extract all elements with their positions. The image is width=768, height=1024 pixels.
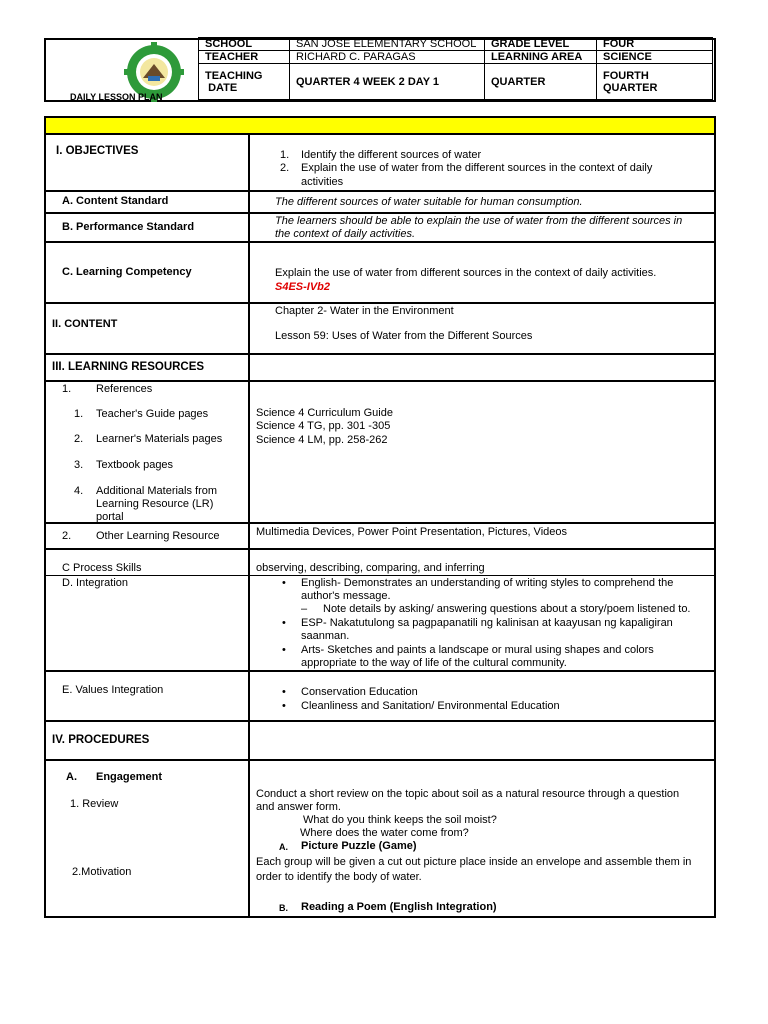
content-chapter: Chapter 2- Water in the Environment (275, 305, 454, 317)
review-question-2: Where does the water come from? (300, 827, 469, 839)
lm-number: 2. (74, 433, 84, 445)
picture-puzzle-line1: Each group will be given a cut out picture place inside an envelope and assemble them in (256, 856, 692, 868)
divider (44, 548, 716, 550)
teaching-date-key: TEACHING DATE (199, 64, 290, 100)
reference-curriculum-guide: Science 4 Curriculum Guide (256, 407, 393, 419)
learners-materials-label: Learner's Materials pages (96, 433, 223, 445)
column-divider (248, 134, 250, 918)
grade-level-value: FOUR (597, 38, 713, 51)
integration-arts-line2: appropriate to the way of life of the cultural community. (301, 657, 567, 669)
competency-code: S4ES-IVb2 (275, 281, 331, 293)
divider (44, 353, 716, 355)
content-standard-text: The different sources of water suitable for human consumption. (275, 196, 583, 208)
integration-english-dash: – (301, 603, 308, 615)
other-resource-label: Other Learning Resource (96, 530, 220, 542)
reference-lm-pages: Science 4 LM, pp. 258-262 (256, 434, 388, 446)
divider (44, 575, 716, 576)
divider (44, 241, 716, 243)
performance-standard-line2: the context of daily activities. (275, 228, 416, 240)
references-number: 1. (62, 383, 72, 395)
values-item-cleanliness: • Cleanliness and Sanitation/ Environmental Education (301, 700, 560, 712)
divider (44, 190, 716, 192)
integration-esp-line1: • ESP- Nakatutulong sa pagpapanatili ng kalinisan at kaayusan ng kapaligiran (301, 617, 673, 629)
review-text-line1: Conduct a short review on the topic about soil as a natural resource through a question (256, 788, 680, 800)
objectives-label: I. OBJECTIVES (56, 145, 139, 157)
school-value: SAN JOSE ELEMENTARY SCHOOL (290, 38, 485, 51)
header-info-table (198, 37, 713, 100)
teachers-guide-label: Teacher's Guide pages (96, 408, 209, 420)
engagement-letter: A. (66, 771, 77, 783)
integration-english-sub: Note details by asking/ answering questions about a story/poem listened to. (323, 603, 691, 615)
divider (44, 212, 716, 214)
daily-lesson-plan-caption: DAILY LESSON PLAN (70, 92, 163, 102)
teacher-key: TEACHER (199, 51, 290, 64)
learning-competency-text: Explain the use of water from different sources in the context of daily activities. (275, 267, 657, 279)
divider (44, 133, 716, 135)
tg-number: 1. (74, 408, 84, 420)
objective-2-line2: activities (301, 176, 344, 188)
performance-standard-label: B. Performance Standard (62, 221, 195, 233)
content-lesson: Lesson 59: Uses of Water from the Different Sources (275, 330, 533, 342)
divider (44, 670, 716, 672)
reference-tg-pages: Science 4 TG, pp. 301 -305 (256, 420, 391, 432)
quarter-key: QUARTER (485, 64, 597, 100)
other-resource-number: 2. (62, 530, 72, 542)
textbook-label: Textbook pages (96, 459, 174, 471)
additional-number: 4. (74, 485, 84, 497)
textbook-number: 3. (74, 459, 84, 471)
teaching-date-value: QUARTER 4 WEEK 2 DAY 1 (290, 64, 485, 100)
values-item-conservation: • Conservation Education (301, 686, 418, 698)
picture-puzzle-line2: order to identify the body of water. (256, 871, 422, 883)
content-label: II. CONTENT (52, 318, 118, 330)
review-question-1: What do you think keeps the soil moist? (303, 814, 497, 826)
process-skills-label: C Process Skills (62, 562, 142, 574)
values-integration-label: E. Values Integration (62, 684, 164, 696)
divider (44, 380, 716, 382)
additional-materials-line3: portal (96, 511, 124, 523)
objective-1: Identify the different sources of water (301, 149, 482, 161)
engagement-label: Engagement (96, 771, 163, 783)
learning-area-key: LEARNING AREA (485, 51, 597, 64)
references-label: References (96, 383, 153, 395)
poem-letter: B. (279, 903, 288, 913)
highlight-bar (46, 118, 714, 134)
learning-competency-label: C. Learning Competency (62, 266, 192, 278)
divider (44, 522, 716, 524)
content-standard-label: A. Content Standard (62, 195, 169, 207)
motivation-label: 2.Motivation (72, 866, 132, 878)
additional-materials-line1: Additional Materials from (96, 485, 218, 497)
puzzle-letter: A. (279, 842, 288, 852)
review-text-line2: and answer form. (256, 801, 341, 813)
objective-2-line1: Explain the use of water from the different sources in the context of daily (301, 162, 653, 174)
picture-puzzle-title: Picture Puzzle (Game) (301, 840, 417, 852)
grade-level-key: GRADE LEVEL (485, 38, 597, 51)
review-label: 1. Review (70, 798, 119, 810)
procedures-label: IV. PROCEDURES (52, 734, 150, 746)
divider (44, 302, 716, 304)
quarter-value: FOURTH QUARTER (597, 64, 713, 100)
learning-resources-label: III. LEARNING RESOURCES (52, 361, 205, 373)
learning-area-value: SCIENCE (597, 51, 713, 64)
integration-label: D. Integration (62, 577, 129, 589)
objective-2-number: 2. (280, 162, 290, 174)
objective-1-number: 1. (280, 149, 290, 161)
integration-esp-line2: saanman. (301, 630, 350, 642)
performance-standard-line1: The learners should be able to explain the use of water from the different sources in (275, 215, 683, 227)
divider (44, 720, 716, 722)
other-resource-text: Multimedia Devices, Power Point Presentation, Pictures, Videos (256, 526, 567, 538)
integration-english-line2: author's message. (301, 590, 391, 602)
integration-english-line1: • English- Demonstrates an understanding of writing styles to comprehend the (301, 577, 673, 589)
additional-materials-line2: Learning Resource (LR) (96, 498, 214, 510)
process-skills-text: observing, describing, comparing, and inferring (256, 562, 485, 574)
teacher-value: RICHARD C. PARAGAS (290, 51, 485, 64)
divider (44, 759, 716, 761)
integration-arts-line1: • Arts- Sketches and paints a landscape or mural using shapes and colors (301, 644, 654, 656)
reading-poem-title: Reading a Poem (English Integration) (301, 901, 497, 913)
school-key: SCHOOL (199, 38, 290, 51)
